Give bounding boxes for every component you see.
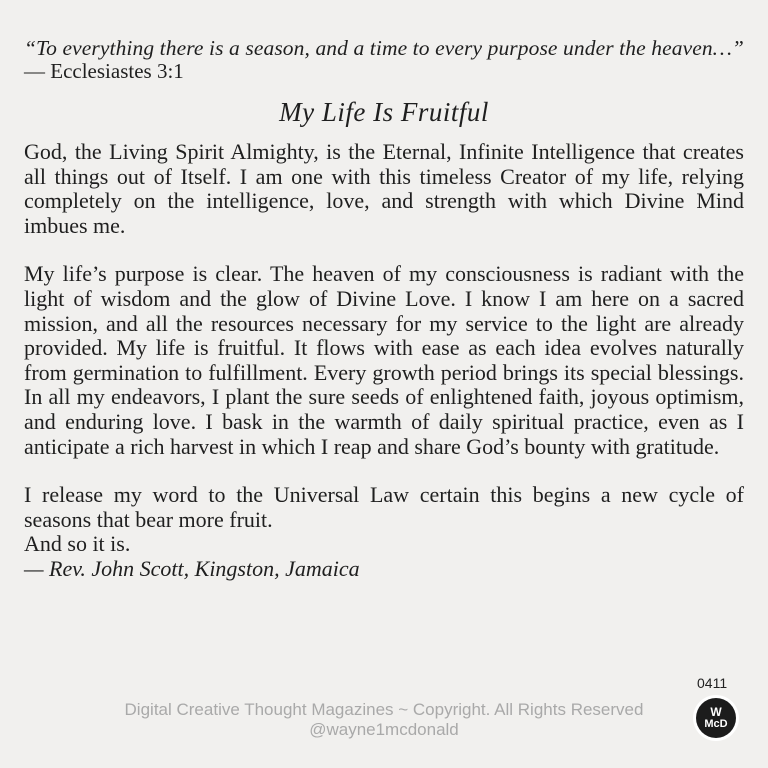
logo-line-1: W: [710, 705, 722, 719]
logo-badge: [696, 698, 736, 738]
paragraph-spacer: [24, 459, 744, 483]
paragraph-spacer: [24, 238, 744, 262]
footer-handle: @wayne1mcdonald: [309, 720, 459, 739]
issue-code: 0411: [697, 675, 728, 691]
author-signature: — Rev. John Scott, Kingston, Jamaica: [24, 555, 360, 581]
devotional-page: [24, 38, 744, 582]
footer-copyright: Digital Creative Thought Magazines ~ Copyright. All Rights Reserved: [124, 700, 644, 719]
epigraph-quote: “To everything there is a season, and a time to every purpose under the heaven…”: [24, 36, 744, 60]
page-title: My Life Is Fruitful: [279, 97, 489, 127]
epigraph-reference: — Ecclesiastes 3:1: [24, 59, 184, 83]
paragraph-2: My life’s purpose is clear. The heaven of my consciousness is radiant with the light of wisdom and the glow of Divine Love. I know I am here on a sacred mission, and all the resources necessary for my service to the light are already provided. My life is fruitful. It flows with ease as each idea evolves naturally from germination to fulfillment. Every growth period brings its special blessings. In all my endeavors, I plant the sure seeds of enlightened faith, joyous optimism, and enduring love. I bask in the warmth of daily spiritual practice, even as I anticipate a rich harvest in which I reap and share God’s bounty with gratitude.: [24, 261, 744, 459]
logo-line-2: McD: [704, 718, 728, 730]
paragraph-1: God, the Living Spirit Almighty, is the Eternal, Infinite Intelligence that creates all things out of Itself. I am one with this timeless Creator of my life, relying completely on the intelligence, love, and strength with which Divine Mind imbues me.: [24, 139, 744, 238]
closing-line: And so it is.: [24, 531, 131, 557]
paragraph-3: I release my word to the Universal Law certain this begins a new cycle of seasons that bear more fruit.: [24, 482, 744, 532]
wmcd-logo: [693, 695, 739, 741]
